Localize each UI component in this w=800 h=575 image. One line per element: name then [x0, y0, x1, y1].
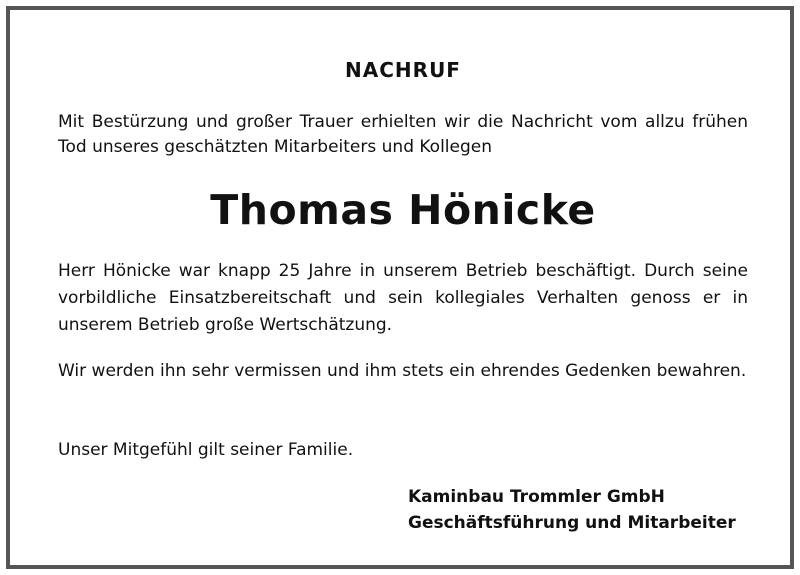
- signature-company: Kaminbau Trommler GmbH: [408, 487, 665, 507]
- intro-paragraph: Mit Bestürzung und großer Trauer erhielten wir die Nachricht vom allzu frühen Tod unseres geschätzten Mitarbeiters und Kollegen: [58, 112, 748, 157]
- employment-paragraph: Herr Hönicke war knapp 25 Jahre in unserem Betrieb beschäftigt. Durch seine vorbildliche Einsatzbereitschaft und sein kollegiales Verhalten genoss er in unserem Betrieb große Wertschätzung.: [58, 261, 748, 335]
- notice-heading: NACHRUF: [345, 58, 461, 82]
- remembrance-paragraph: Wir werden ihn sehr vermissen und ihm stets ein ehrendes Gedenken bewahren.: [58, 361, 747, 381]
- obituary-notice-frame: [6, 6, 794, 569]
- signature-line: Geschäftsführung und Mitarbeiter: [408, 513, 736, 533]
- deceased-name: Thomas Hönicke: [210, 186, 596, 234]
- obituary-notice-content: [58, 10, 748, 565]
- condolence-paragraph: Unser Mitgefühl gilt seiner Familie.: [58, 440, 354, 460]
